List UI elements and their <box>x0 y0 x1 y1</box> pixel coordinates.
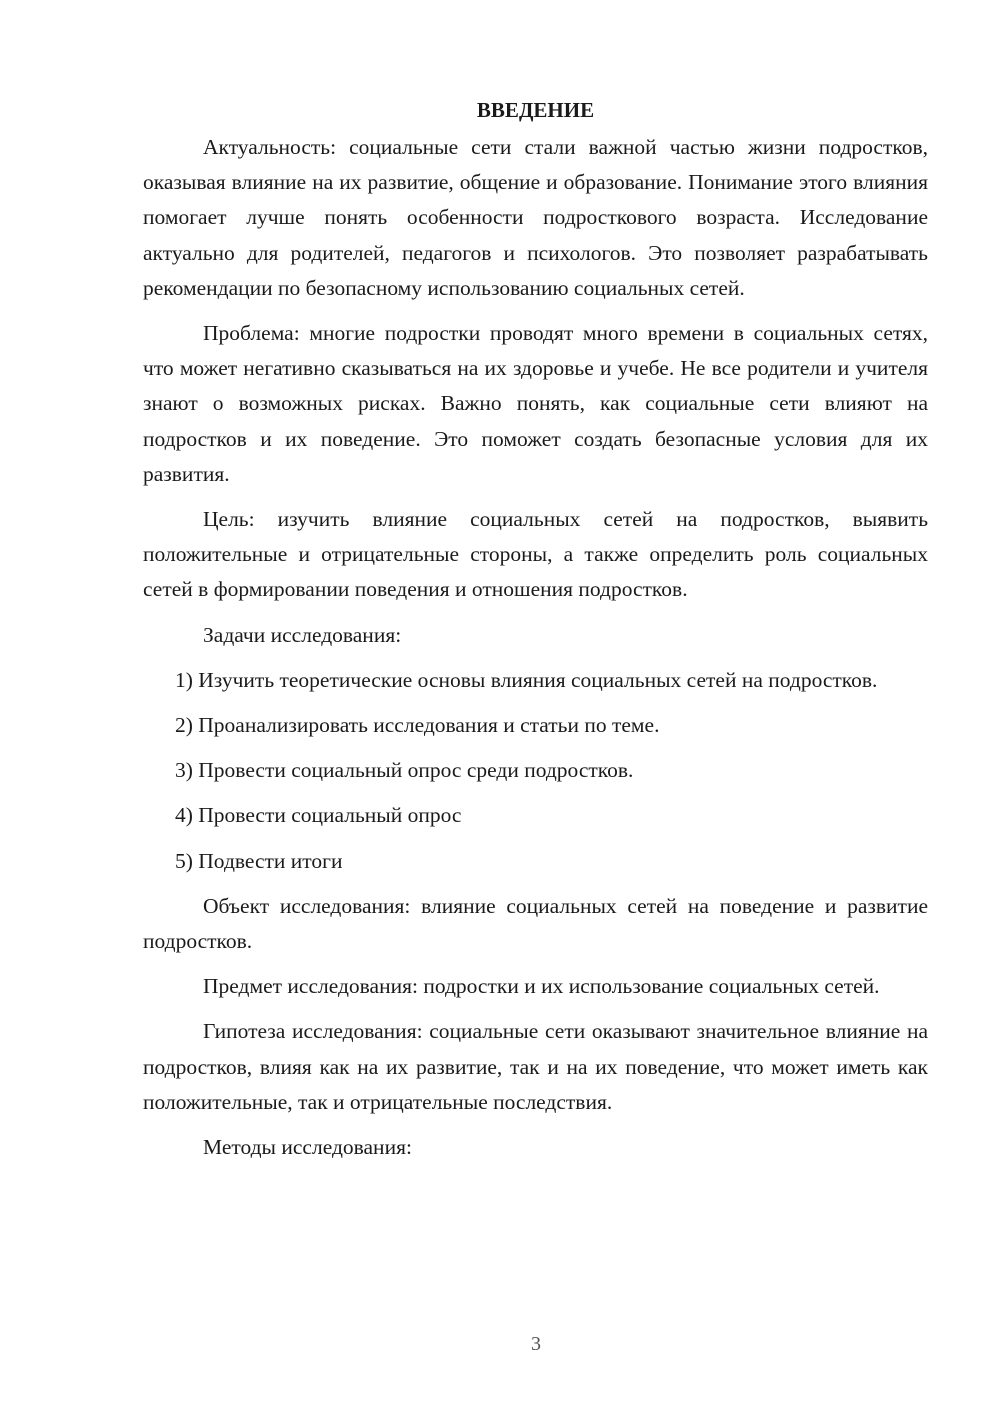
paragraph-problem: Проблема: многие подростки проводят много времени в социальных сетях, что может негативно сказываться на их здоровье и учебе. Не все родители и учителя знают о возможных рисках. Важно понять, как социальные сети влияют на подростков и их поведение. Это поможет создать безопасные условия для их развития. <box>143 321 928 486</box>
paragraph-subject: Предмет исследования: подростки и их использование социальных сетей. <box>203 974 880 999</box>
page-title: ВВЕДЕНИЕ <box>476 98 595 122</box>
paragraph-goal: Цель: изучить влияние социальных сетей на подростков, выявить положительные и отрицательные стороны, а также определить роль социальных сетей в формировании поведения и отношения подростков. <box>143 507 928 602</box>
methods-heading: Методы исследования: <box>203 1135 412 1160</box>
task-item-3: 3) Провести социальный опрос среди подростков. <box>175 758 634 783</box>
tasks-heading: Задачи исследования: <box>203 622 402 647</box>
paragraph-relevance: Актуальность: социальные сети стали важной частью жизни подростков, оказывая влияние на их развитие, общение и образование. Понимание этого влияния помогает лучше понять особенности подросткового возраста. Исследование актуально для родителей, педагогов и психологов. Это позволяет разрабатывать рекомендации по безопасному использованию социальных сетей. <box>143 135 928 300</box>
page-number: 3 <box>531 1333 541 1355</box>
task-item-2: 2) Проанализировать исследования и статьи по теме. <box>175 713 660 738</box>
paragraph-hypothesis: Гипотеза исследования: социальные сети оказывают значительное влияние на подростков, влияя как на их развитие, так и на их поведение, что может иметь как положительные, так и отрицательные последствия. <box>143 1019 928 1114</box>
task-item-5: 5) Подвести итоги <box>175 848 343 873</box>
task-item-4: 4) Провести социальный опрос <box>175 803 462 828</box>
document-page <box>143 92 928 1175</box>
paragraph-object: Объект исследования: влияние социальных сетей на поведение и развитие подростков. <box>143 893 928 954</box>
task-item-1: 1) Изучить теоретические основы влияния социальных сетей на подростков. <box>175 667 878 692</box>
